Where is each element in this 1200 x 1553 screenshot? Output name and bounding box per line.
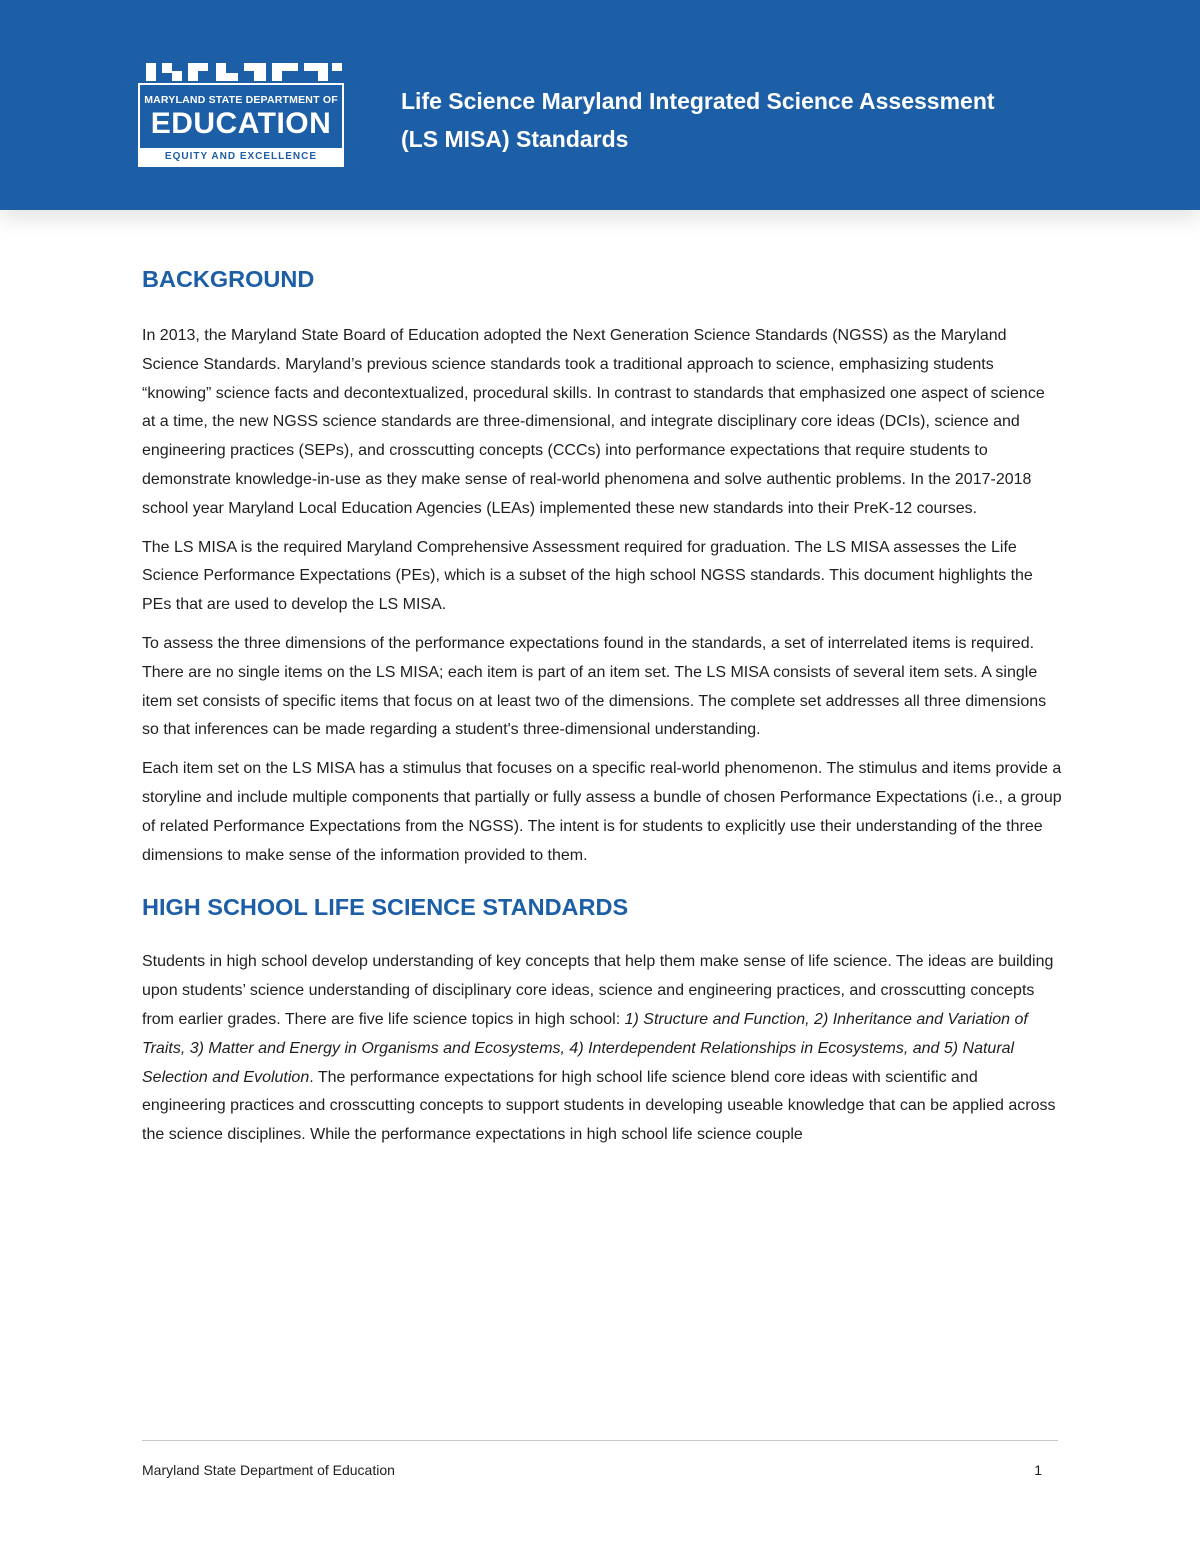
background-paragraph-3: To assess the three dimensions of the performance expectations found in the standards, a set of interrelated items is required. There are no single items on the LS MISA; each item is part of an item set. The LS MISA consists of several item sets. A single item set consists of specific items that focus on at least two of the dimensions. The complete set addresses all three dimensions so that inferences can be made regarding a student's three-dimensional understanding. bbox=[142, 634, 1047, 739]
background-paragraph-4: Each item set on the LS MISA has a stimulus that focuses on a specific real-world phenomenon. The stimulus and items provide a storyline and include multiple components that partially or fully assess a bundle of chosen Performance Expectations (i.e., a group of related Performance Expectations from the NGSS). The intent is for students to explicitly use their understanding of the three dimensions to make sense of the information provided to them. bbox=[142, 760, 1062, 864]
high-school-heading: HIGH SCHOOL LIFE SCIENCE STANDARDS bbox=[142, 894, 629, 921]
footer-divider bbox=[142, 1440, 1058, 1441]
hs-paragraph-continuation: . The performance expectations for high school life science blend core ideas with scientific and engineering practices and crosscutting concepts to support students in developing useable knowledge that can be applied across the science disciplines. While the performance expectations in high school life science couple bbox=[142, 1068, 1056, 1144]
hs-paragraph-intro: Students in high school develop understanding of key concepts that help them make sense of life science. The ideas are building upon students’ science understanding of disciplinary core ideas, science and engineering practices, and crosscutting concepts from earlier grades. There are five life science topics in high school: bbox=[142, 953, 1054, 1028]
background-paragraph-1: In 2013, the Maryland State Board of Education adopted the Next Generation Science Standards (NGSS) as the Maryland Science Standards. Maryland’s previous science standards took a traditional approach to science, emphasizing students “knowing” science facts and decontextualized, procedural skills. In contrast to standards that emphasized one aspect of science at a time, the new NGSS science standards are three-dimensional, and integrate disciplinary core ideas (DCIs), science and engineering practices (SEPs), and crosscutting concepts (CCCs) into performance expectations that require students to demonstrate knowledge-in-use as they make sense of real-world phenomena and solve authentic problems. In the 2017-2018 school year Maryland Local Education Agencies (LEAs) implemented these new standards into their PreK-12 courses. bbox=[142, 327, 1045, 517]
logo-wordmark: EDUCATION bbox=[150, 107, 332, 140]
footer-organization: Maryland State Department of Education bbox=[142, 1462, 395, 1478]
document-title-line2: (LS MISA) Standards bbox=[401, 126, 629, 152]
page-number: 1 bbox=[1034, 1462, 1042, 1478]
page-header bbox=[0, 0, 1200, 210]
background-paragraph-2: The LS MISA is the required Maryland Comprehensive Assessment required for graduation. The LS MISA assesses the Life Science Performance Expectations (PEs), which is a subset of the high school NGSS standards. This document highlights the PEs that are used to develop the LS MISA. bbox=[142, 538, 1033, 614]
logo-org-line: MARYLAND STATE DEPARTMENT OF bbox=[144, 94, 338, 106]
high-school-paragraph-1 bbox=[142, 948, 1062, 1150]
msde-logo bbox=[138, 61, 350, 169]
document-body bbox=[142, 262, 1062, 1160]
background-heading: BACKGROUND bbox=[142, 266, 315, 292]
logo-tagline: EQUITY AND EXCELLENCE bbox=[140, 148, 342, 165]
hs-topics-list: 1) Structure and Function, 2) Inheritance and Variation of Traits, 3) Matter and Energy in Organisms and Ecosystems, 4) Interdependent Relationships in Ecosystems, and 5) Natural Selection and Evolution bbox=[142, 1010, 1028, 1086]
document-title-line1: Life Science Maryland Integrated Science Assessment bbox=[401, 88, 995, 114]
document-title bbox=[401, 82, 1101, 158]
